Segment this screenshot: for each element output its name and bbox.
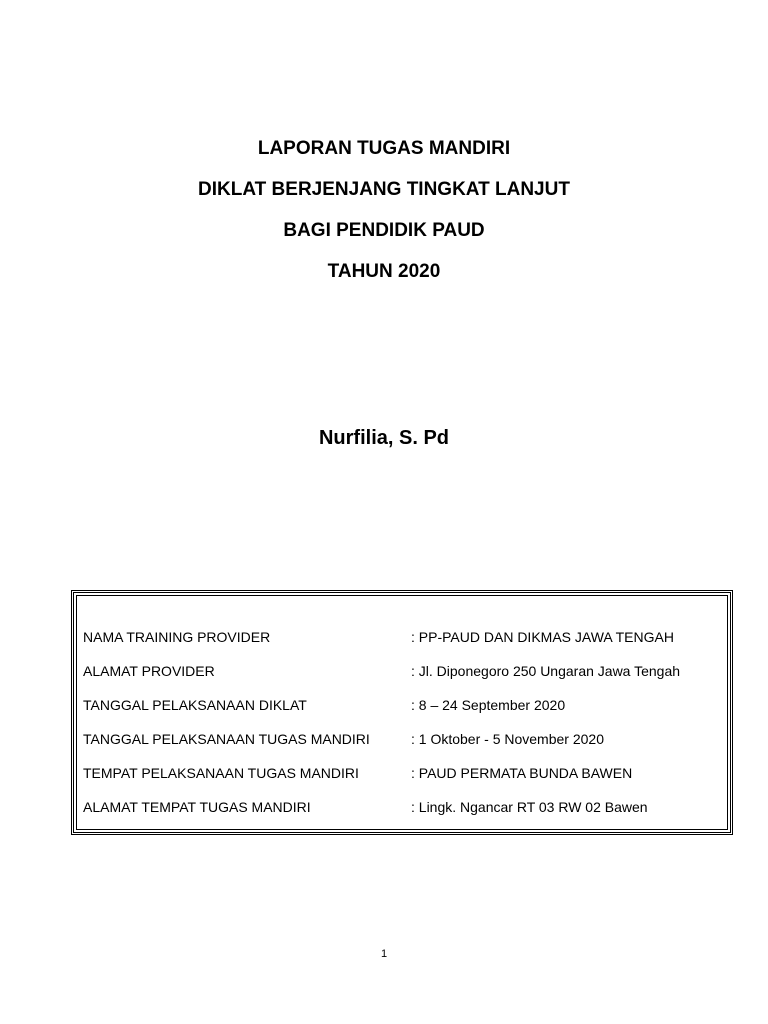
page-number: 1: [380, 948, 388, 960]
info-row: [83, 629, 721, 663]
info-row: [83, 799, 721, 833]
info-label: TEMPAT PELAKSANAAN TUGAS MANDIRI: [83, 765, 359, 781]
info-row: [83, 663, 721, 697]
info-value: : Lingk. Ngancar RT 03 RW 02 Bawen: [411, 799, 648, 815]
info-label: TANGGAL PELAKSANAAN DIKLAT: [83, 697, 307, 713]
info-value: : 1 Oktober - 5 November 2020: [411, 731, 604, 747]
title-line-1: LAPORAN TUGAS MANDIRI: [257, 138, 511, 159]
title-line-3: BAGI PENDIDIK PAUD: [283, 220, 485, 241]
info-label: ALAMAT TEMPAT TUGAS MANDIRI: [83, 799, 311, 815]
info-row: [83, 697, 721, 731]
author-name: Nurfilia, S. Pd: [318, 427, 450, 449]
info-value: : PP-PAUD DAN DIKMAS JAWA TENGAH: [411, 629, 674, 645]
info-box: [71, 590, 733, 835]
info-label: ALAMAT PROVIDER: [83, 663, 215, 679]
info-row: [83, 765, 721, 799]
info-value: : PAUD PERMATA BUNDA BAWEN: [411, 765, 633, 781]
title-line-2: DIKLAT BERJENJANG TINGKAT LANJUT: [198, 179, 570, 200]
info-value: : Jl. Diponegoro 250 Ungaran Jawa Tengah: [411, 663, 681, 679]
info-row: [83, 731, 721, 765]
report-title: [0, 139, 768, 303]
info-label: TANGGAL PELAKSANAAN TUGAS MANDIRI: [83, 731, 370, 747]
title-line-4: TAHUN 2020: [327, 261, 441, 282]
info-value: : 8 – 24 September 2020: [411, 697, 566, 713]
info-table: [83, 629, 721, 833]
info-label: NAMA TRAINING PROVIDER: [83, 629, 271, 645]
